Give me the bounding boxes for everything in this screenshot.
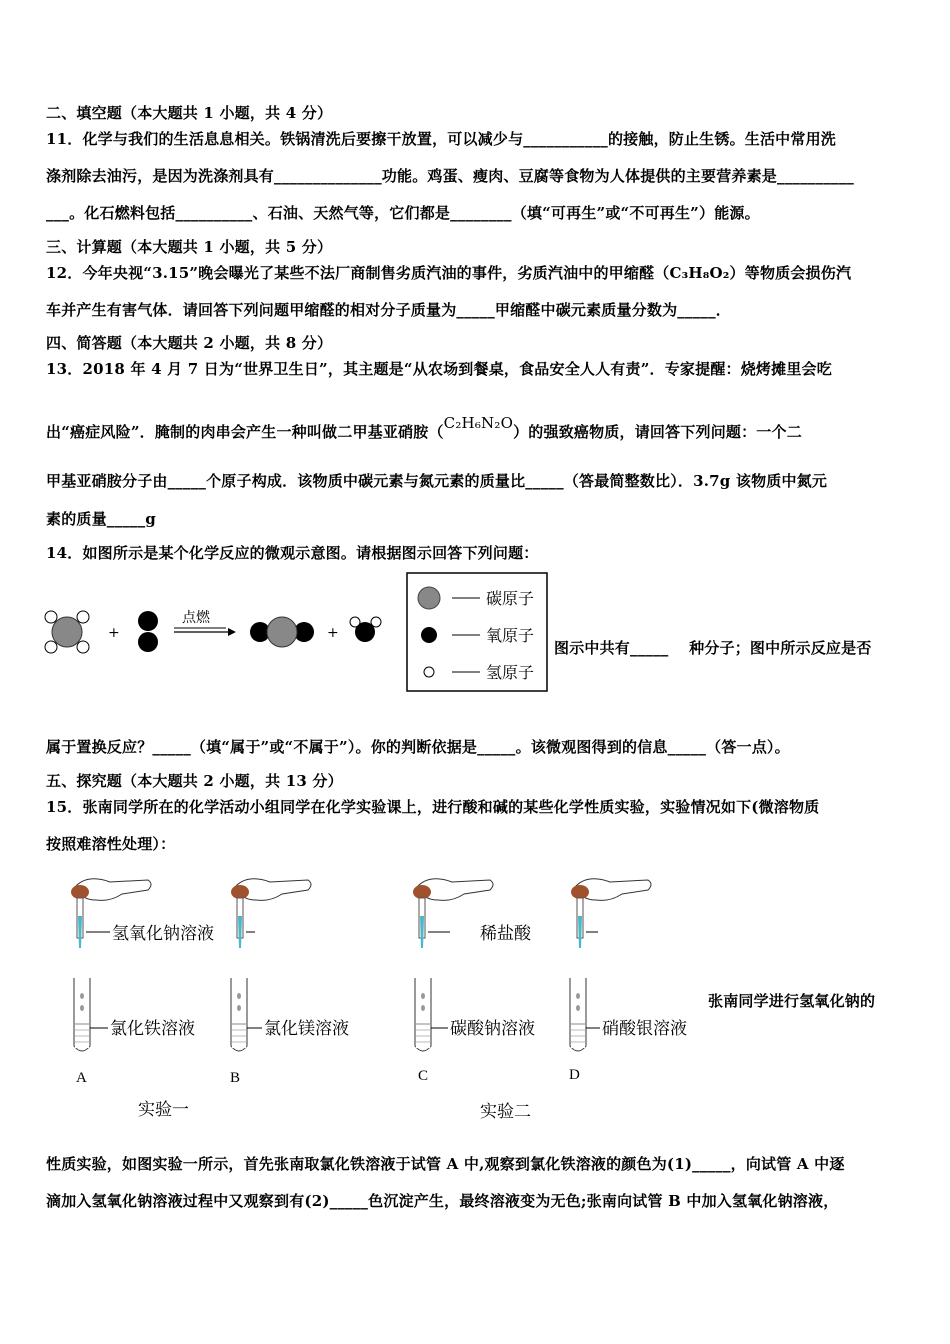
section-5-heading: 五、探究题（本大题共 2 小题，共 13 分）	[46, 772, 343, 790]
tube-b	[231, 978, 247, 1051]
q14-line2: 属于置换反应？_____（填“属于”或“不属于”）。你的判断依据是_____。该微观图得到的信息_____（答一点）。	[46, 738, 790, 756]
q15-line4: 滴加入氢氧化钠溶液过程中又观察到有(2)_____色沉淀产生，最终溶液变为无色;张南向试管 B 中加入氢氧化钠溶液，	[46, 1192, 839, 1210]
caption-exp1: 实验一	[138, 1100, 189, 1120]
caption-exp2: 实验二	[480, 1102, 531, 1122]
legend-hydrogen: 氢原子	[486, 663, 535, 682]
tube-letter-a: A	[76, 1070, 87, 1086]
q13-line2-end: ）的强致癌物质，请回答下列问题：一个二	[513, 423, 802, 441]
hydrogen-legend-icon	[424, 667, 434, 677]
q11-line2: 涤剂除去油污，是因为洗涤剂具有______________功能。鸡蛋、瘦肉、豆腐等食物为人体提供的主要营养素是__________	[46, 167, 855, 185]
oxygen-molecule	[138, 611, 158, 652]
tube-d	[570, 978, 586, 1051]
reaction-condition: 点燃	[182, 610, 210, 626]
reaction-diagram	[40, 570, 560, 695]
q11-line3: ___。化石燃料包括__________、石油、天然气等，它们都是________（填“可再生”或“不可再生”）能源。	[46, 204, 760, 222]
section-3-heading: 三、计算题（本大题共 1 小题，共 5 分）	[46, 238, 333, 256]
q15-line3: 性质实验，如图实验一所示，首先张南取氯化铁溶液于试管 A 中,观察到氯化铁溶液的颜色为(1)_____，向试管 A 中逐	[46, 1155, 845, 1173]
legend-carbon: 碳原子	[486, 589, 535, 608]
q13-formula: C₂H₆N₂O	[443, 414, 514, 432]
tube-label-d: 硝酸银溶液	[602, 1019, 687, 1039]
q13-line2	[46, 414, 802, 442]
dropper-label-naoh: 氢氧化钠溶液	[112, 924, 214, 944]
q13-line1: 13．2018 年 4 月 7 日为“世界卫生日”，其主题是“从农场到餐桌，食品安全人人有责”．专家提醒：烧烤摊里会吃	[46, 360, 832, 378]
q12-line1: 12．今年央视“3.15”晚会曝光了某些不法厂商制售劣质汽油的事件，劣质汽油中的甲缩醛（C₃H₈O₂）等物质会损伤汽	[46, 264, 852, 282]
co2-molecule	[250, 617, 314, 647]
tube-label-c: 碳酸钠溶液	[450, 1019, 535, 1039]
dropper-label-hcl: 稀盐酸	[480, 924, 531, 944]
q12-line2: 车并产生有害气体．请回答下列问题甲缩醛的相对分子质量为_____甲缩醛中碳元素质量分数为_____．	[46, 301, 732, 319]
q14-side-text: 图示中共有_____ 种分子；图中所示反应是否	[554, 639, 872, 657]
q14-line1: 14．如图所示是某个化学反应的微观示意图。请根据图示回答下列问题：	[46, 544, 539, 562]
tube-label-a: 氯化铁溶液	[110, 1019, 195, 1039]
experiment-figure	[40, 870, 700, 1130]
q15-side-text: 张南同学进行氢氧化钠的	[708, 992, 876, 1010]
tube-letter-d: D	[569, 1067, 580, 1083]
section-2-heading: 二、填空题（本大题共 1 小题，共 4 分）	[46, 104, 333, 122]
q13-line2-start: 出“癌症风险”．腌制的肉串会产生一种叫做二甲基亚硝胺（	[46, 423, 444, 441]
q15-line1: 15．张南同学所在的化学活动小组同学在化学实验课上，进行酸和碱的某些化学性质实验，实验情况如下(微溶物质	[46, 798, 820, 816]
methane-molecule	[45, 611, 89, 653]
water-molecule	[350, 617, 381, 642]
carbon-legend-icon	[418, 587, 440, 609]
q13-line4: 素的质量_____g	[46, 510, 156, 528]
q11-line1: 11．化学与我们的生活息息相关。铁锅清洗后要擦干放置，可以减少与___________的接触，防止生锈。生活中常用洗	[46, 130, 836, 148]
tube-letter-c: C	[418, 1068, 429, 1084]
oxygen-legend-icon	[421, 627, 437, 643]
dropper-d	[571, 879, 651, 948]
tube-letter-b: B	[230, 1070, 241, 1086]
section-4-heading: 四、简答题（本大题共 2 小题，共 8 分）	[46, 334, 333, 352]
dropper-b	[231, 879, 311, 948]
tube-a	[74, 978, 90, 1051]
tube-label-b: 氯化镁溶液	[264, 1019, 349, 1039]
legend-oxygen: 氧原子	[486, 626, 535, 645]
q13-line3: 甲基亚硝胺分子由_____个原子构成．该物质中碳元素与氮元素的质量比_____（答最简整数比）．3.7g 该物质中氮元	[46, 472, 828, 490]
svg-text:+: +	[327, 625, 339, 641]
tube-c	[415, 978, 431, 1051]
svg-text:+: +	[108, 625, 120, 641]
q15-line2: 按照难溶性处理）：	[46, 835, 176, 853]
